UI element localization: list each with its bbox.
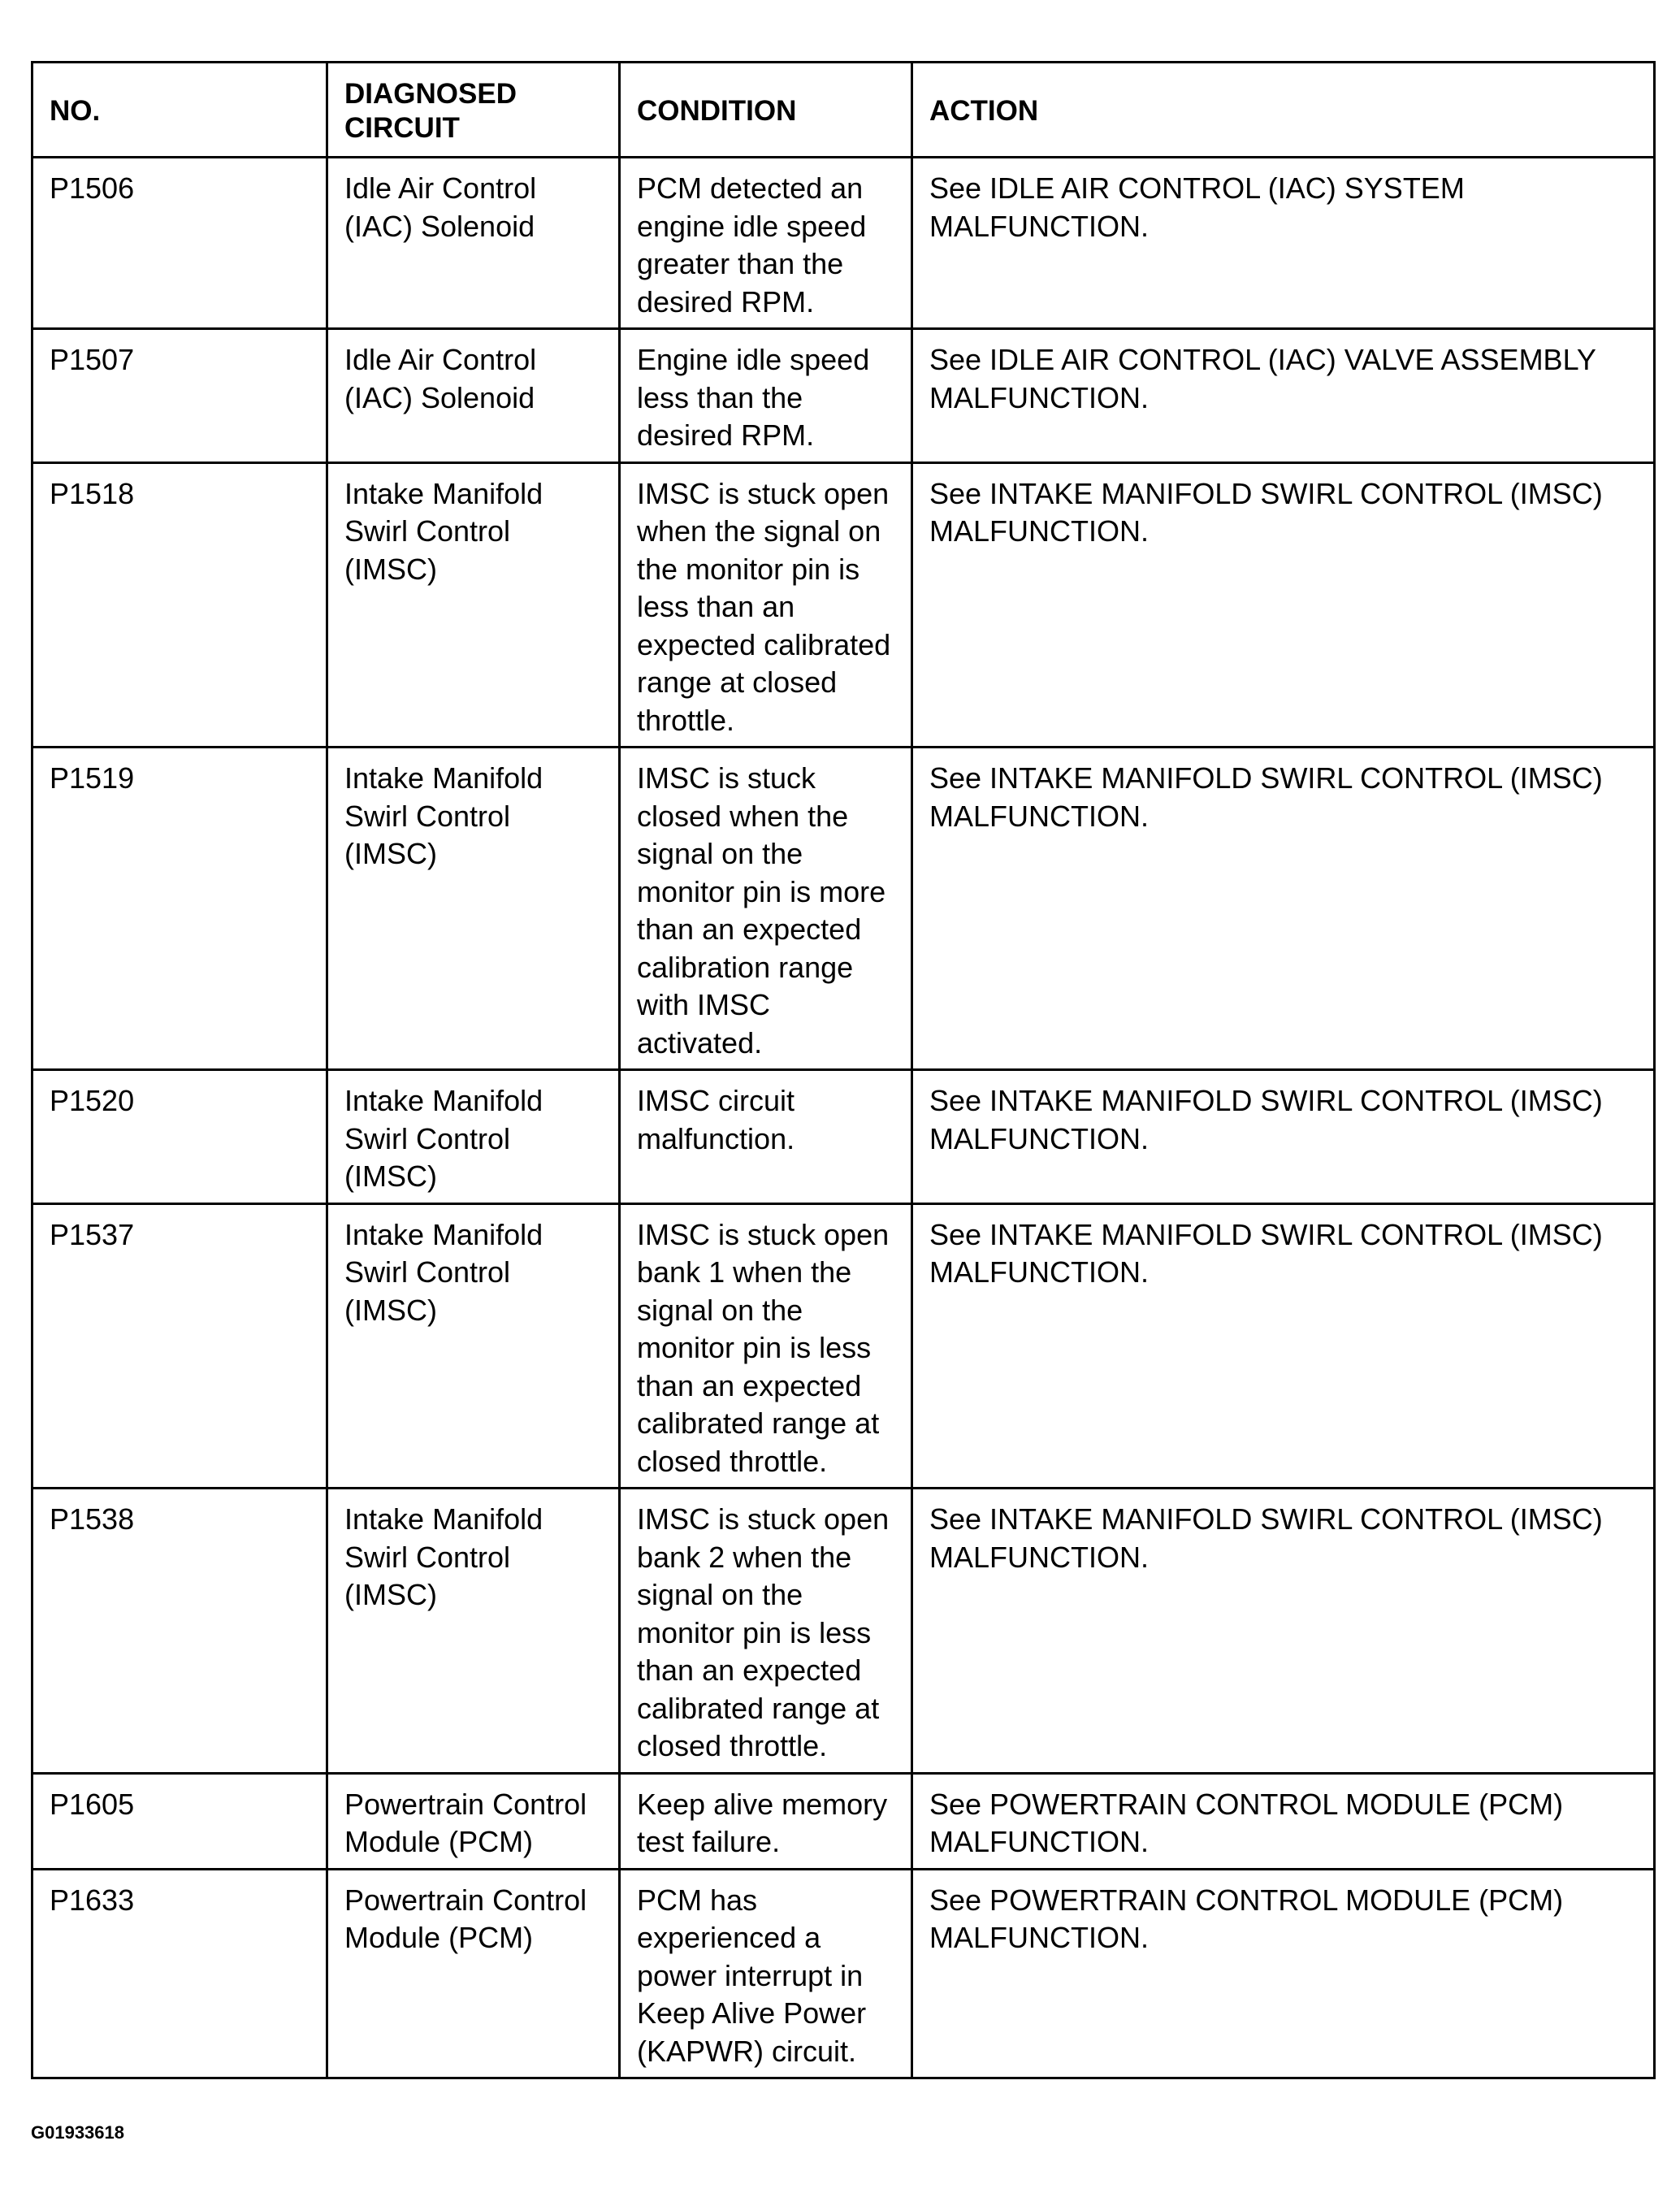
table-row: [32, 1070, 1655, 1204]
cell-circuit: Idle Air Control (IAC) Solenoid: [327, 329, 620, 463]
cell-no: P1506: [32, 158, 327, 329]
table-row: [32, 748, 1655, 1070]
cell-condition: IMSC circuit malfunction.: [620, 1070, 912, 1204]
dtc-table: [31, 61, 1656, 2079]
cell-condition: PCM has experienced a power interrupt in Keep Alive Power (KAPWR) circuit.: [620, 1869, 912, 2078]
cell-condition: IMSC is stuck open bank 1 when the signal on the monitor pin is less than an expected calibrated range at closed throttle.: [620, 1203, 912, 1489]
cell-no: P1605: [32, 1773, 327, 1869]
table-row: [32, 329, 1655, 463]
cell-condition: PCM detected an engine idle speed greater than the desired RPM.: [620, 158, 912, 329]
cell-action: See INTAKE MANIFOLD SWIRL CONTROL (IMSC) MALFUNCTION.: [912, 1489, 1655, 1774]
cell-no: P1518: [32, 462, 327, 748]
cell-circuit: Powertrain Control Module (PCM): [327, 1773, 620, 1869]
cell-condition: IMSC is stuck open bank 2 when the signal on the monitor pin is less than an expected calibrated range at closed throttle.: [620, 1489, 912, 1774]
cell-circuit: Intake Manifold Swirl Control (IMSC): [327, 462, 620, 748]
cell-circuit: Idle Air Control (IAC) Solenoid: [327, 158, 620, 329]
table-row: [32, 1869, 1655, 2078]
header-no: NO.: [32, 63, 327, 158]
header-action: ACTION: [912, 63, 1655, 158]
cell-condition: Engine idle speed less than the desired RPM.: [620, 329, 912, 463]
cell-no: P1538: [32, 1489, 327, 1774]
cell-action: See INTAKE MANIFOLD SWIRL CONTROL (IMSC) MALFUNCTION.: [912, 1203, 1655, 1489]
cell-circuit: Intake Manifold Swirl Control (IMSC): [327, 748, 620, 1070]
table-row: [32, 158, 1655, 329]
cell-circuit: Powertrain Control Module (PCM): [327, 1869, 620, 2078]
cell-circuit: Intake Manifold Swirl Control (IMSC): [327, 1203, 620, 1489]
cell-no: P1519: [32, 748, 327, 1070]
cell-no: P1520: [32, 1070, 327, 1204]
header-diagnosed-circuit: DIAGNOSED CIRCUIT: [327, 63, 620, 158]
table-row: [32, 462, 1655, 748]
table-row: [32, 1489, 1655, 1774]
cell-circuit: Intake Manifold Swirl Control (IMSC): [327, 1489, 620, 1774]
cell-action: See INTAKE MANIFOLD SWIRL CONTROL (IMSC) MALFUNCTION.: [912, 1070, 1655, 1204]
cell-condition: IMSC is stuck open when the signal on the monitor pin is less than an expected calibrated range at closed throttle.: [620, 462, 912, 748]
header-condition: CONDITION: [620, 63, 912, 158]
table-row: [32, 1773, 1655, 1869]
cell-action: See IDLE AIR CONTROL (IAC) SYSTEM MALFUNCTION.: [912, 158, 1655, 329]
table-row: [32, 1203, 1655, 1489]
cell-condition: Keep alive memory test failure.: [620, 1773, 912, 1869]
cell-no: P1537: [32, 1203, 327, 1489]
cell-action: See INTAKE MANIFOLD SWIRL CONTROL (IMSC) MALFUNCTION.: [912, 462, 1655, 748]
cell-action: See POWERTRAIN CONTROL MODULE (PCM) MALFUNCTION.: [912, 1773, 1655, 1869]
cell-condition: IMSC is stuck closed when the signal on the monitor pin is more than an expected calibration range with IMSC activated.: [620, 748, 912, 1070]
figure-id: G01933618: [31, 2122, 124, 2143]
cell-action: See POWERTRAIN CONTROL MODULE (PCM) MALFUNCTION.: [912, 1869, 1655, 2078]
table-header-row: [32, 63, 1655, 158]
cell-action: See INTAKE MANIFOLD SWIRL CONTROL (IMSC) MALFUNCTION.: [912, 748, 1655, 1070]
cell-action: See IDLE AIR CONTROL (IAC) VALVE ASSEMBLY MALFUNCTION.: [912, 329, 1655, 463]
cell-no: P1633: [32, 1869, 327, 2078]
cell-no: P1507: [32, 329, 327, 463]
cell-circuit: Intake Manifold Swirl Control (IMSC): [327, 1070, 620, 1204]
